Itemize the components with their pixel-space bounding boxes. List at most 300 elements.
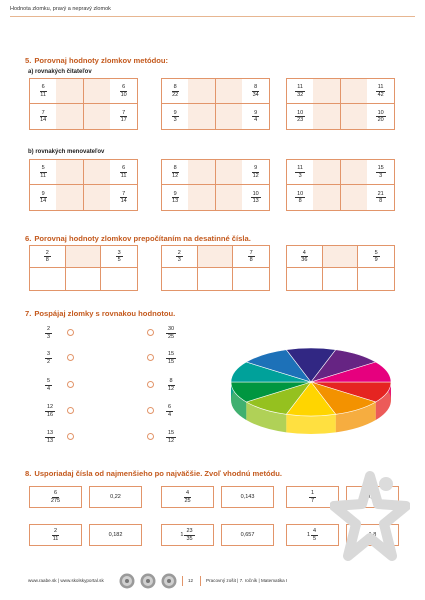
answer-slot[interactable] — [341, 104, 368, 129]
decimal-number: 1,8 — [368, 532, 377, 538]
fraction-slot — [162, 160, 188, 184]
right-fraction — [166, 378, 176, 392]
fraction — [38, 191, 48, 205]
denominator: 32 — [297, 91, 304, 98]
number-box[interactable] — [161, 524, 214, 546]
cell-content — [341, 160, 395, 184]
mixed-number — [180, 528, 194, 542]
answer-slot[interactable] — [216, 104, 243, 129]
cell-content — [30, 79, 83, 103]
right-fraction — [166, 326, 176, 340]
fraction — [252, 110, 259, 124]
numerator: 6 — [53, 490, 58, 496]
fraction — [311, 528, 318, 542]
grid-cell — [287, 160, 341, 185]
numerator: 10 — [377, 109, 384, 116]
grid-cell — [84, 79, 138, 104]
cell-content — [30, 185, 83, 210]
grid-cell — [216, 79, 270, 104]
numerator: 5 — [374, 249, 378, 256]
pie-side — [286, 414, 335, 434]
fraction-slot — [162, 79, 188, 103]
footer-links[interactable]: www.raabe.sk | www.skolskyportal.sk — [28, 578, 104, 583]
grid-cell — [162, 185, 216, 210]
cell-content — [30, 104, 83, 129]
section-8-number: 8. — [25, 469, 32, 478]
fraction — [295, 84, 305, 98]
denominator: 12 — [172, 172, 179, 179]
pie-chart-illustration — [225, 340, 397, 440]
answer-slot[interactable] — [84, 104, 111, 129]
match-circle-left[interactable] — [67, 329, 74, 336]
match-circle-left[interactable] — [67, 433, 74, 440]
denominator: 8 — [379, 198, 383, 204]
denominator: 3 — [47, 333, 51, 340]
numerator: 6 — [41, 84, 45, 90]
denominator: 3 — [173, 117, 177, 123]
section-5b-subtitle: b) rovnakých menovateľov — [28, 149, 105, 155]
fraction-slot — [242, 79, 269, 103]
answer-slot[interactable] — [56, 160, 82, 184]
numerator: 10 — [252, 190, 259, 197]
numerator: 15 — [377, 165, 384, 171]
fraction — [248, 250, 255, 264]
fraction-slot — [30, 185, 56, 210]
numerator: 8 — [173, 84, 177, 90]
cell-content — [30, 160, 83, 184]
right-fraction — [166, 404, 173, 418]
number-box[interactable] — [29, 524, 82, 546]
grid-cell[interactable] — [101, 246, 137, 268]
fraction-slot — [30, 104, 56, 129]
number-box[interactable] — [89, 486, 142, 508]
fraction — [182, 490, 192, 504]
numerator: 3 — [47, 351, 51, 357]
fraction — [119, 165, 129, 179]
grid-cell — [287, 185, 341, 210]
fraction — [373, 250, 380, 264]
denominator: 8 — [298, 198, 302, 204]
answer-slot[interactable] — [341, 79, 368, 103]
cell-content — [84, 104, 138, 129]
section-6-number: 6. — [25, 234, 32, 243]
cell-content — [162, 185, 215, 210]
denominator: 20 — [377, 117, 384, 123]
fraction-slot — [367, 160, 394, 184]
decimal-number: 0,657 — [240, 532, 255, 538]
grid-cell[interactable] — [66, 268, 102, 290]
fraction — [376, 110, 386, 124]
footer-book-info: Pracovný zošit | 7. ročník | Matematika I — [206, 578, 288, 583]
cell-content — [216, 104, 270, 129]
cell-content — [287, 79, 340, 103]
cell-content — [287, 185, 340, 210]
fraction-slot — [162, 104, 188, 129]
grid-cell[interactable] — [287, 268, 323, 290]
grid-cell — [162, 104, 216, 129]
grid-cell[interactable] — [323, 268, 359, 290]
decimal-number: 0,16 — [367, 494, 378, 500]
left-fraction — [45, 326, 52, 340]
footer-divider — [182, 576, 183, 586]
answer-slot[interactable] — [188, 104, 214, 129]
match-circle-right[interactable] — [147, 381, 154, 388]
fraction — [38, 110, 48, 124]
fraction — [251, 191, 261, 205]
numerator: 10 — [297, 109, 304, 116]
numerator: 2 — [47, 326, 51, 332]
fraction — [376, 191, 386, 205]
denominator: 3 — [177, 257, 181, 263]
cell-content — [287, 104, 340, 129]
fraction-slot — [110, 79, 137, 103]
fraction-slot — [110, 160, 137, 184]
numerator: 5 — [41, 165, 45, 171]
number-box[interactable] — [161, 486, 214, 508]
decimal-grid — [29, 245, 138, 291]
section-6-title — [25, 234, 251, 243]
whole-part: 1 — [306, 532, 310, 538]
numerator: 12 — [47, 404, 54, 410]
star-person-logo — [330, 470, 410, 580]
denominator: 14 — [40, 117, 47, 123]
fraction-slot — [287, 160, 313, 184]
numerator: 4 — [185, 490, 190, 496]
answer-slot[interactable] — [56, 185, 82, 210]
numerator: 11 — [297, 165, 303, 171]
numerator: 9 — [173, 190, 177, 197]
fraction — [251, 165, 261, 179]
answer-slot[interactable] — [313, 104, 339, 129]
denominator: 9 — [374, 257, 378, 263]
fraction — [38, 165, 48, 179]
section-5-title — [25, 56, 168, 65]
header-divider — [10, 16, 415, 17]
denominator: 10 — [120, 91, 127, 98]
fraction — [376, 165, 386, 179]
numerator: 9 — [173, 109, 177, 116]
denominator: 3 — [379, 172, 383, 179]
answer-slot[interactable] — [341, 160, 368, 184]
fraction — [251, 84, 261, 98]
section-6-text: Porovnaj hodnoty zlomkov prepočítaním na desatinné čísla. — [34, 234, 251, 243]
grid-cell[interactable] — [101, 268, 137, 290]
fraction-slot — [287, 79, 313, 103]
numerator: 23 — [186, 528, 193, 534]
fraction-slot — [242, 104, 269, 129]
denominator: 16 — [47, 411, 54, 418]
cell-content — [84, 79, 138, 103]
grid-cell — [216, 160, 270, 185]
left-fraction — [45, 404, 55, 418]
left-fraction — [45, 378, 52, 392]
grid-cell[interactable] — [233, 268, 269, 290]
fraction-slot — [30, 160, 56, 184]
numerator: 7 — [41, 109, 45, 116]
grid-cell — [84, 185, 138, 210]
grid-cell[interactable] — [358, 268, 394, 290]
cell-content — [162, 160, 215, 184]
answer-slot[interactable] — [56, 104, 82, 129]
footer-divider — [200, 576, 201, 586]
cell-content — [162, 104, 215, 129]
numerator: 6 — [168, 404, 172, 410]
grid-cell — [216, 185, 270, 210]
denominator: 13 — [47, 437, 54, 444]
cell-content — [216, 185, 270, 210]
denominator: 22 — [172, 91, 179, 98]
numerator: 6 — [122, 84, 126, 90]
fraction — [119, 84, 129, 98]
grid-cell[interactable] — [30, 246, 66, 268]
gear-icon — [139, 572, 157, 590]
denominator: 12 — [168, 437, 175, 444]
number-box[interactable] — [221, 524, 274, 546]
denominator: 8 — [249, 257, 253, 263]
denominator: 35 — [186, 535, 193, 542]
number-box[interactable] — [221, 486, 274, 508]
answer-slot[interactable] — [341, 185, 368, 210]
numerator: 11 — [297, 84, 303, 90]
section-8-title — [25, 469, 282, 478]
numerator: 11 — [377, 84, 384, 90]
numerator: 15 — [168, 430, 175, 436]
fraction — [295, 110, 305, 124]
cell-content — [341, 185, 395, 210]
numerator: 21 — [377, 190, 384, 197]
section-7-number: 7. — [25, 309, 32, 318]
comparison-grid — [29, 78, 138, 130]
numerator: 1 — [310, 490, 315, 496]
number-box[interactable] — [29, 486, 82, 508]
grid-cell[interactable] — [30, 268, 66, 290]
grid-cell — [84, 104, 138, 129]
answer-slot[interactable] — [216, 160, 243, 184]
match-circle-right[interactable] — [147, 433, 154, 440]
denominator: 5 — [313, 535, 317, 542]
answer-slot[interactable] — [84, 79, 111, 103]
grid-cell — [323, 246, 359, 268]
denominator: 14 — [120, 198, 127, 204]
denominator: 23 — [297, 117, 304, 123]
numerator: 3 — [117, 249, 121, 256]
comparison-grid — [29, 159, 138, 211]
fraction — [295, 191, 305, 205]
fraction — [295, 165, 305, 179]
decimal-grid — [161, 245, 270, 291]
denominator: 11 — [52, 535, 59, 542]
decimal-grid — [286, 245, 395, 291]
numerator: 10 — [297, 190, 304, 197]
denominator: 14 — [40, 198, 47, 204]
denominator: 4 — [47, 385, 51, 392]
decimal-number: 0,22 — [110, 494, 121, 500]
denominator: 25 — [184, 497, 191, 504]
denominator: 17 — [120, 117, 127, 123]
decimal-number: 0,143 — [240, 494, 255, 500]
grid-cell — [198, 246, 234, 268]
numerator: 2 — [45, 249, 49, 256]
numerator: 8 — [173, 165, 177, 171]
grid-cell[interactable] — [162, 246, 198, 268]
denominator: 12 — [252, 172, 259, 179]
match-circle-right[interactable] — [147, 329, 154, 336]
comparison-grid — [161, 159, 270, 211]
numerator: 8 — [169, 378, 173, 384]
fraction — [116, 250, 123, 264]
denominator: 34 — [252, 91, 259, 98]
answer-slot[interactable] — [188, 185, 214, 210]
comparison-grid — [286, 159, 395, 211]
fraction-slot — [110, 185, 137, 210]
cell-content — [216, 160, 270, 184]
denominator: 11 — [120, 172, 127, 179]
page-header-title: Hodnota zlomku, pravý a nepravý zlomok — [10, 6, 111, 12]
denominator: 4 — [168, 411, 172, 418]
section-5a-subtitle: a) rovnakých čitateľov — [28, 69, 92, 75]
numerator: 4 — [313, 528, 317, 534]
denominator: 275 — [50, 497, 61, 504]
fraction-slot — [110, 104, 137, 129]
fraction — [119, 110, 129, 124]
fraction — [376, 84, 386, 98]
answer-slot[interactable] — [56, 79, 82, 103]
whole-part: 1 — [180, 532, 184, 538]
gear-icon — [118, 572, 136, 590]
fraction-slot — [287, 104, 313, 129]
grid-cell — [162, 79, 216, 104]
answer-slot[interactable] — [313, 79, 339, 103]
match-circle-right[interactable] — [147, 407, 154, 414]
decimal-number: 0,182 — [108, 532, 123, 538]
denominator: 3 — [298, 172, 302, 179]
answer-slot[interactable] — [188, 79, 214, 103]
denominator: 25 — [168, 333, 175, 340]
match-circle-left[interactable] — [67, 381, 74, 388]
denominator: 7 — [310, 497, 315, 504]
grid-cell[interactable] — [198, 268, 234, 290]
fraction — [309, 490, 316, 504]
cell-content — [84, 185, 138, 210]
grid-cell — [341, 185, 395, 210]
footer-gears — [118, 572, 178, 590]
fraction — [184, 528, 194, 542]
numerator: 4 — [302, 249, 306, 256]
answer-slot[interactable] — [216, 79, 243, 103]
numerator: 9 — [254, 165, 258, 171]
grid-cell[interactable] — [358, 246, 394, 268]
grid-cell — [341, 104, 395, 129]
match-circle-right[interactable] — [147, 354, 154, 361]
answer-slot[interactable] — [313, 185, 339, 210]
numerator: 5 — [47, 378, 51, 384]
denominator: 13 — [172, 198, 179, 204]
fraction-slot — [242, 160, 269, 184]
grid-cell[interactable] — [162, 268, 198, 290]
answer-slot[interactable] — [84, 185, 111, 210]
fraction-slot — [162, 185, 188, 210]
grid-cell — [66, 246, 102, 268]
grid-cell — [30, 160, 84, 185]
numerator: 13 — [47, 430, 54, 436]
left-fraction — [45, 351, 52, 365]
match-circle-left[interactable] — [67, 354, 74, 361]
mixed-number — [307, 528, 318, 542]
fraction — [44, 250, 51, 264]
gear-icon — [160, 572, 178, 590]
page-number: 12 — [188, 578, 194, 583]
fraction — [299, 250, 309, 264]
fraction-slot — [367, 185, 394, 210]
fraction-slot — [242, 185, 269, 210]
section-8-text: Usporiadaj čísla od najmenšieho po najväčšie. Zvoľ vhodnú metódu. — [34, 469, 283, 478]
grid-cell — [287, 104, 341, 129]
grid-cell[interactable] — [233, 246, 269, 268]
numerator: 2 — [177, 249, 181, 256]
grid-cell — [341, 160, 395, 185]
fraction — [170, 165, 180, 179]
numerator: 2 — [53, 528, 58, 534]
numerator: 7 — [249, 249, 253, 256]
number-box[interactable] — [89, 524, 142, 546]
denominator: 12 — [168, 385, 175, 392]
comparison-grid — [161, 78, 270, 130]
cell-content — [162, 79, 215, 103]
denominator: 42 — [377, 91, 384, 98]
numerator: 9 — [41, 190, 45, 197]
match-circle-left[interactable] — [67, 407, 74, 414]
section-5-text: Porovnaj hodnoty zlomkov metódou: — [34, 56, 169, 65]
cell-content — [84, 160, 138, 184]
right-fraction — [166, 351, 176, 365]
grid-cell[interactable] — [287, 246, 323, 268]
cell-content — [287, 160, 340, 184]
denominator: 8 — [45, 257, 49, 263]
answer-slot[interactable] — [216, 185, 243, 210]
cell-content — [341, 79, 395, 103]
numerator: 6 — [122, 165, 126, 171]
denominator: 11 — [40, 172, 46, 179]
denominator: 11 — [40, 91, 46, 98]
section-7-title — [25, 309, 175, 318]
fraction-slot — [287, 185, 313, 210]
fraction — [51, 528, 61, 542]
grid-cell — [30, 104, 84, 129]
fraction — [170, 84, 180, 98]
answer-slot[interactable] — [84, 160, 111, 184]
numerator: 30 — [168, 326, 175, 332]
left-fraction — [45, 430, 55, 444]
fraction — [170, 191, 180, 205]
section-5-number: 5. — [25, 56, 32, 65]
grid-cell — [30, 79, 84, 104]
fraction — [176, 250, 183, 264]
grid-cell — [341, 79, 395, 104]
grid-cell — [30, 185, 84, 210]
answer-slot[interactable] — [188, 160, 214, 184]
comparison-grid — [286, 78, 395, 130]
grid-cell — [84, 160, 138, 185]
numerator: 7 — [122, 190, 126, 197]
denominator: 15 — [168, 358, 175, 365]
fraction — [49, 490, 62, 504]
section-7-text: Pospájaj zlomky s rovnakou hodnotou. — [34, 309, 176, 318]
denominator: 13 — [252, 198, 259, 204]
cell-content — [216, 79, 270, 103]
grid-cell — [216, 104, 270, 129]
fraction-slot — [367, 79, 394, 103]
answer-slot[interactable] — [313, 160, 339, 184]
